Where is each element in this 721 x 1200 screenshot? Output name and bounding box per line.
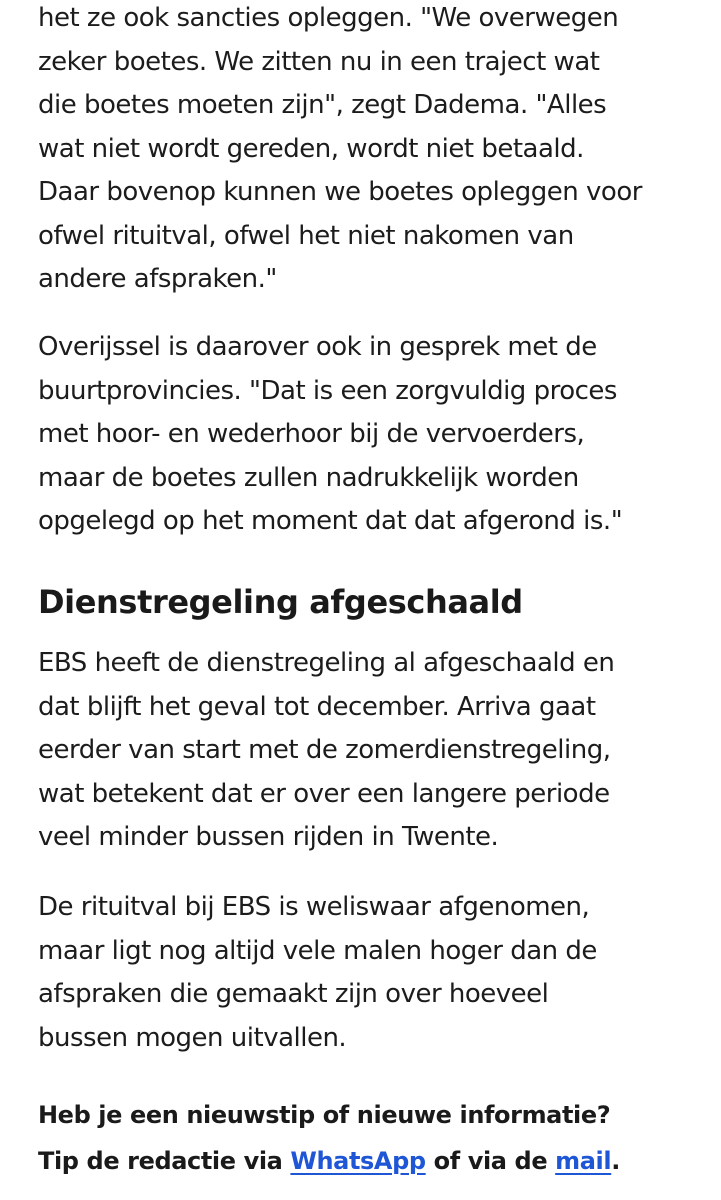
article-paragraph: De rituitval bij EBS is weliswaar afgenomen, maar ligt nog altijd vele malen hoger dan de afspraken die gemaakt zijn over hoeveel bussen mogen uitvallen.	[38, 892, 597, 1053]
whatsapp-link[interactable]: WhatsApp	[290, 1147, 426, 1175]
news-tip-suffix: .	[611, 1147, 620, 1175]
article-paragraph: EBS heeft de dienstregeling al afgeschaald en dat blijft het geval tot december. Arriva gaat eerder van start met de zomerdienstregeling, wat betekent dat er over een langere periode veel minder bussen rijden in Twente.	[38, 648, 615, 852]
section-heading: Dienstregeling afgeschaald	[38, 583, 523, 621]
news-tip-question: Heb je een nieuwstip of nieuwe informatie?	[38, 1101, 611, 1129]
news-tip-callout	[38, 1092, 708, 1184]
mail-link[interactable]: mail	[555, 1147, 612, 1175]
news-tip-prefix: Tip de redactie via	[38, 1147, 291, 1175]
news-tip-instruction	[38, 1138, 708, 1184]
news-tip-middle: of via de	[425, 1147, 556, 1175]
article-paragraph: het ze ook sancties opleggen. "We overwegen zeker boetes. We zitten nu in een traject wat die boetes moeten zijn", zegt Dadema. "Alles wat niet wordt gereden, wordt niet betaald. Daar bovenop kunnen we boetes opleggen voor ofwel rituitval, ofwel het niet nakomen van andere afspraken."	[38, 3, 642, 294]
article-paragraph: Overijssel is daarover ook in gesprek met de buurtprovincies. "Dat is een zorgvuldig proces met hoor- en wederhoor bij de vervoerders, maar de boetes zullen nadrukkelijk worden opgelegd op het moment dat dat afgerond is."	[38, 332, 623, 536]
